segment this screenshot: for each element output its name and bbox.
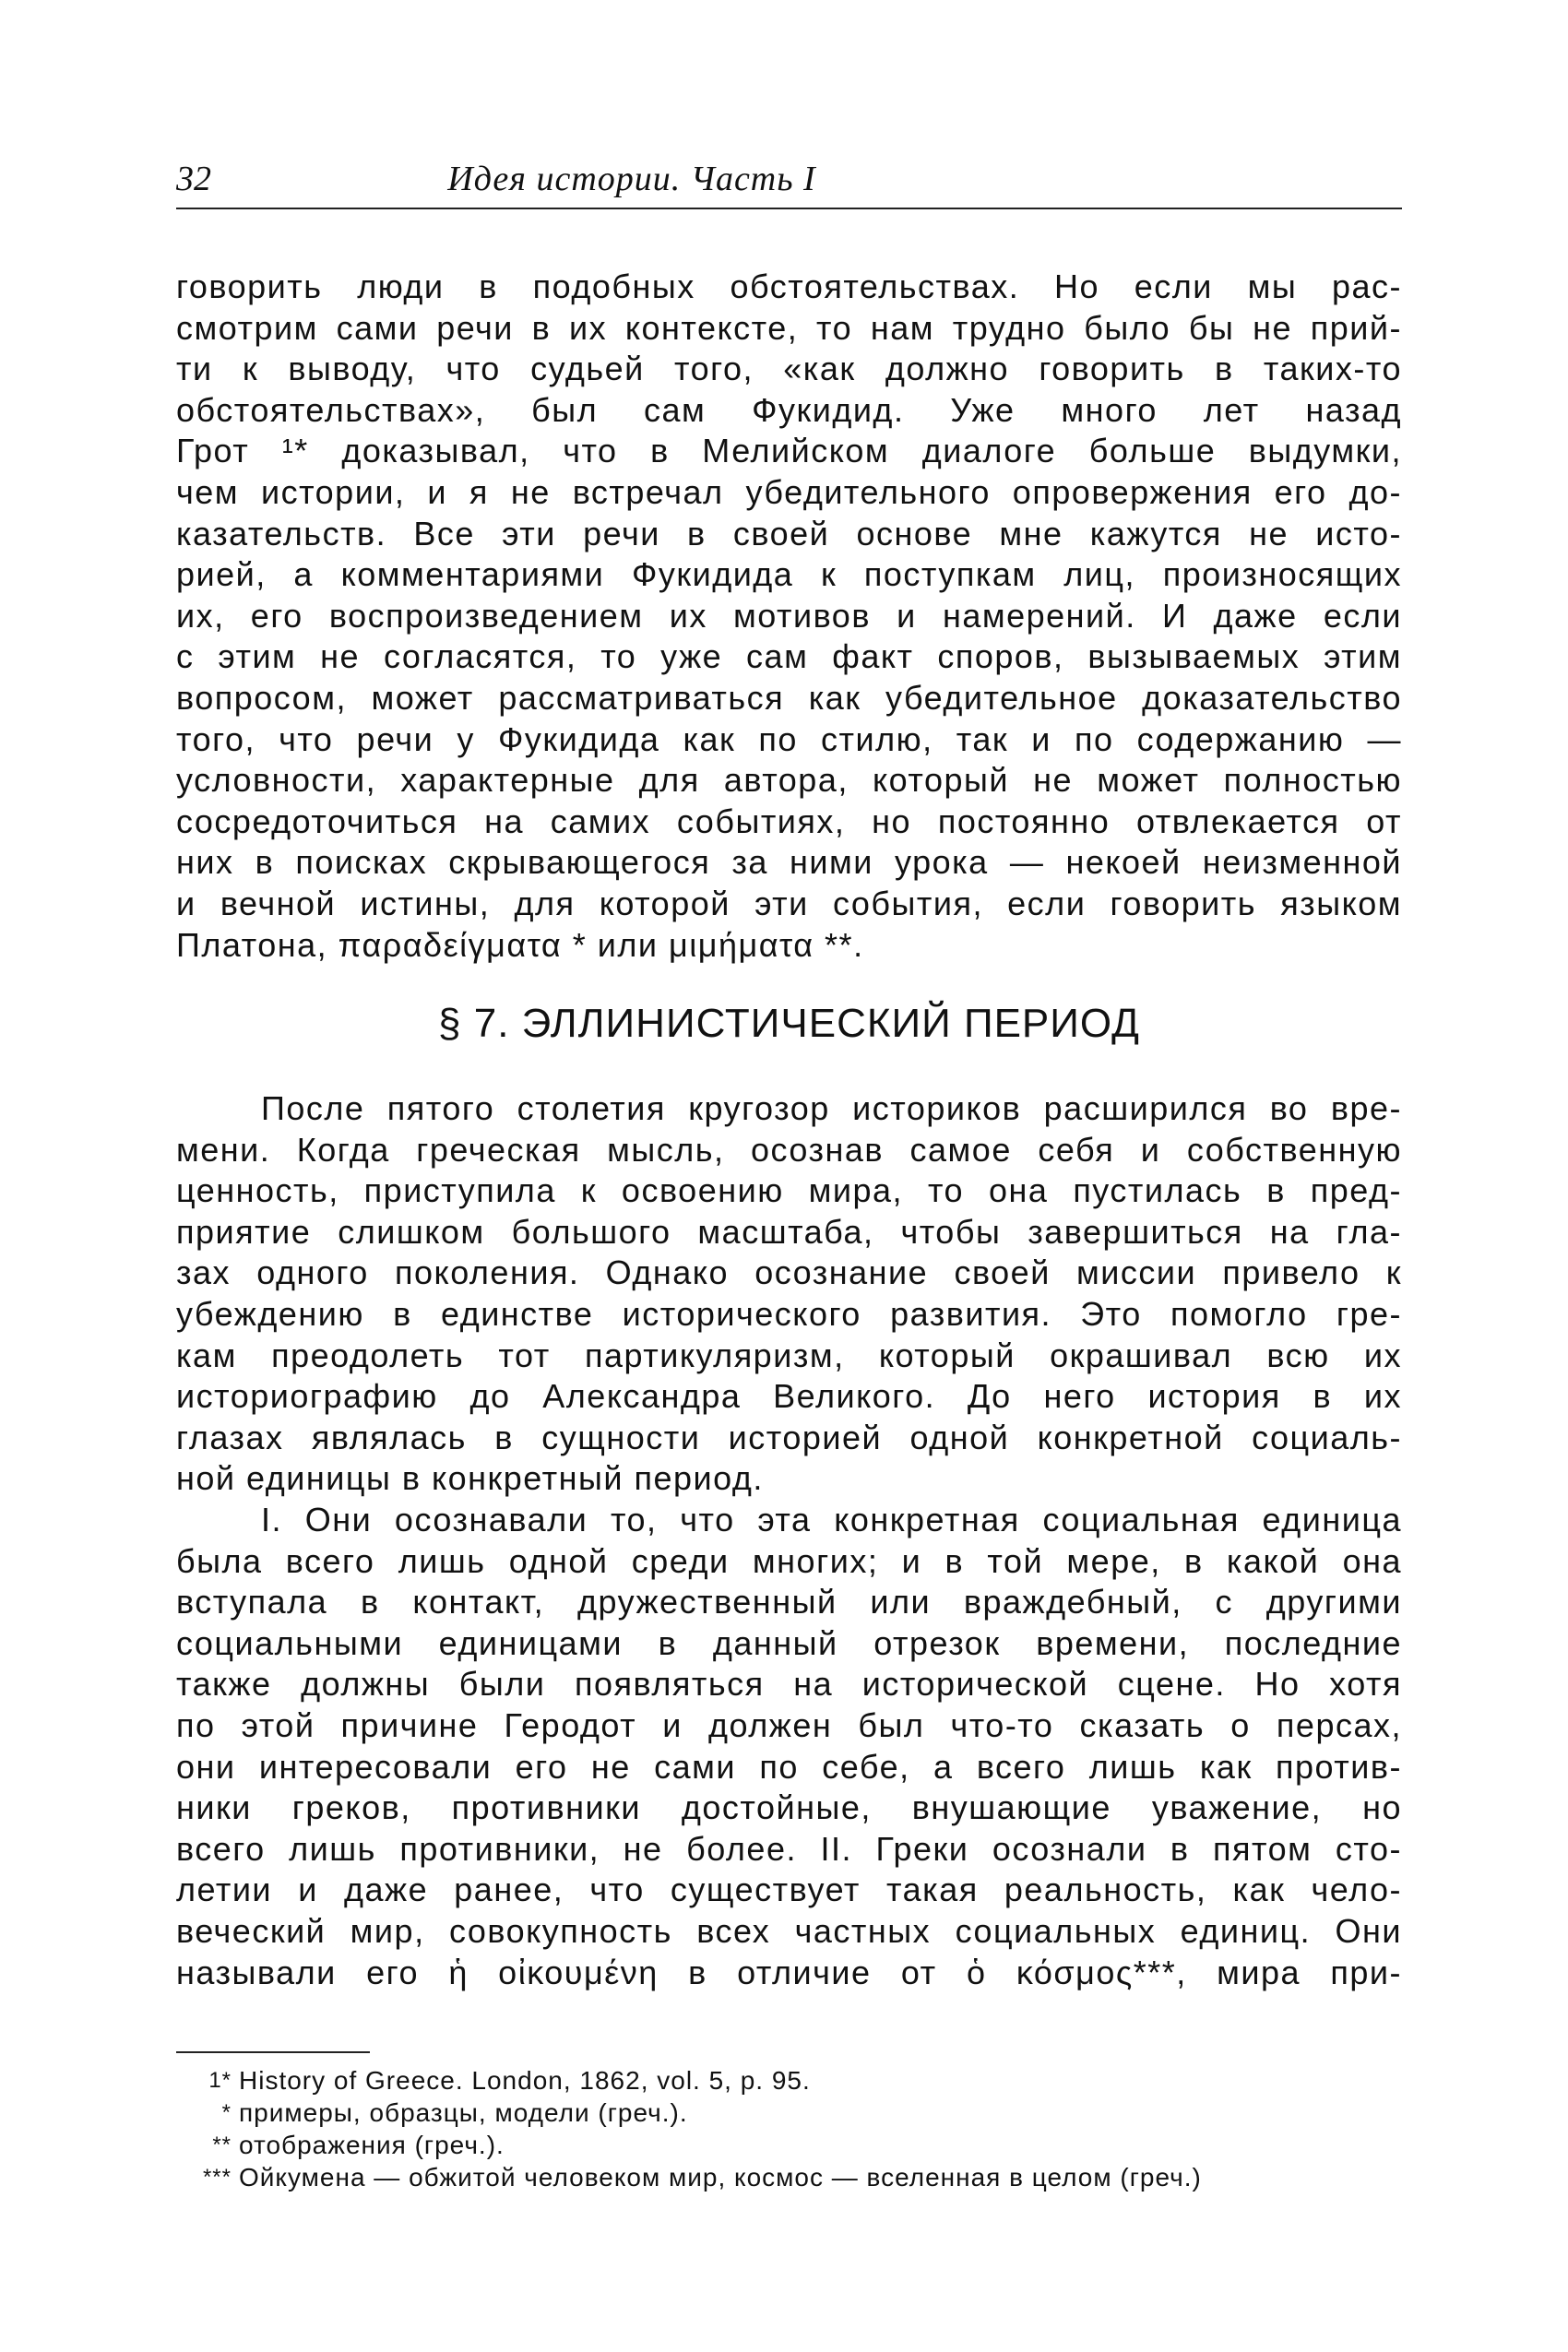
footnote-mark: *** xyxy=(202,2165,232,2190)
text-line: зах одного поколения. Однако осознание своей миссии привело к xyxy=(176,1253,1402,1292)
paragraph-points xyxy=(176,1500,1402,1993)
text-line: сосредоточиться на самих событиях, но постоянно отвлекается от xyxy=(176,802,1402,840)
footnote-text: примеры, образцы, модели (греч.). xyxy=(239,2098,688,2127)
text-line: Грот ¹* доказывал, что в Мелийском диалоге больше выдумки, xyxy=(176,432,1402,470)
text-line: чем истории, и я не встречал убедительного опровержения его до- xyxy=(176,472,1402,511)
running-title: Идея истории. Часть I xyxy=(447,160,816,198)
text-line: социальными единицами в данный отрезок времени, последние xyxy=(176,1623,1402,1662)
header-rule xyxy=(176,208,1402,209)
footnote-mark: * xyxy=(221,2100,232,2125)
footnote xyxy=(176,2064,1402,2097)
text-line: После пятого столетия кругозор историков расширился во вре- xyxy=(261,1089,1402,1127)
section-heading: § 7. ЭЛЛИНИСТИЧЕСКИЙ ПЕРИОД xyxy=(438,1001,1140,1046)
footnotes xyxy=(176,2064,1402,2193)
text-line: была всего лишь одной среди многих; и в той мере, в какой она xyxy=(176,1541,1402,1580)
text-line: и вечной истины, для которой эти события, если говорить языком xyxy=(176,884,1402,922)
text-line: ной единицы в конкретный период. xyxy=(176,1459,764,1498)
footnote-text: отображения (греч.). xyxy=(239,2131,505,2159)
text-line: глазах являлась в сущности историей одной конкретной социаль- xyxy=(176,1418,1402,1456)
text-line: ценность, приступила к освоению мира, то она пустилась в пред- xyxy=(176,1171,1402,1210)
text-line: убеждению в единстве исторического развития. Это помогло гре- xyxy=(176,1294,1402,1333)
text-line: мени. Когда греческая мысль, осознав самое себя и собственную xyxy=(176,1130,1402,1169)
text-line: ники греков, противники достойные, внушающие уважение, но xyxy=(176,1788,1402,1827)
text-line: казательств. Все эти речи в своей основе мне кажутся не исто- xyxy=(176,514,1402,552)
paragraph-intro xyxy=(176,1088,1402,1500)
text-line: вопросом, может рассматриваться как убедительное доказательство xyxy=(176,678,1402,717)
text-line: также должны были появляться на исторической сцене. Но хотя xyxy=(176,1665,1402,1704)
page-number: 32 xyxy=(176,160,211,198)
text-line: с этим не согласятся, то уже сам факт споров, вызываемых этим xyxy=(176,637,1402,676)
text-line: историографию до Александра Великого. До него история в их xyxy=(176,1377,1402,1416)
footnote-mark: ** xyxy=(212,2132,232,2157)
text-line: ти к выводу, что судьей того, «как должно говорить в таких-то xyxy=(176,350,1402,388)
text-line: них в поисках скрывающегося за ними урока — некоей неизменной xyxy=(176,843,1402,882)
text-line: I. Они осознавали то, что эта конкретная социальная единица xyxy=(261,1501,1402,1538)
text-line: всего лишь противники, не более. II. Греки осознали в пятом сто- xyxy=(176,1829,1402,1868)
text-line: вступала в контакт, дружественный или враждебный, с другими xyxy=(176,1583,1402,1621)
text-line: приятие слишком большого масштаба, чтобы завершиться на гла- xyxy=(176,1212,1402,1251)
footnote xyxy=(176,2161,1402,2193)
footnote-mark: 1* xyxy=(208,2068,232,2093)
text-line: рией, а комментариями Фукидида к поступкам лиц, произносящих xyxy=(176,555,1402,594)
text-line: того, что речи у Фукидида как по стилю, так и по содержанию — xyxy=(176,719,1402,758)
text-line: называли его ἡ οἰκουμένη в отличие от ὁ κόσμος***, мира при- xyxy=(176,1953,1402,1991)
text-line: летии и даже ранее, что существует такая реальность, как чело- xyxy=(176,1871,1402,1909)
paragraph-continued xyxy=(176,267,1402,966)
footnote-text: Ойкумена — обжитой человеком мир, космос — вселенная в целом (греч.) xyxy=(239,2163,1202,2192)
text-line: говорить люди в подобных обстоятельствах. Но если мы рас- xyxy=(176,267,1402,305)
text-line: условности, характерные для автора, который не может полностью xyxy=(176,761,1402,800)
text-line: кам преодолеть тот партикуляризм, который окрашивал всю их xyxy=(176,1336,1402,1374)
text-line: Платона, παραδείγματα * или μιμήματα **. xyxy=(176,925,864,964)
footnote xyxy=(176,2129,1402,2161)
text-line: смотрим сами речи в их контексте, то нам трудно было бы не прий- xyxy=(176,308,1402,347)
text-line: обстоятельствах», был сам Фукидид. Уже много лет назад xyxy=(176,390,1402,429)
text-line: по этой причине Геродот и должен был что-то сказать о персах, xyxy=(176,1705,1402,1744)
footnote-text: History of Greece. London, 1862, vol. 5, p. 95. xyxy=(239,2066,811,2095)
footnote xyxy=(176,2097,1402,2129)
footnote-rule xyxy=(176,2051,370,2053)
text-line: они интересовали его не сами по себе, а всего лишь как против- xyxy=(176,1747,1402,1786)
text-line: веческий мир, совокупность всех частных социальных единиц. Они xyxy=(176,1911,1402,1950)
text-line: их, его воспроизведением их мотивов и намерений. И даже если xyxy=(176,596,1402,635)
